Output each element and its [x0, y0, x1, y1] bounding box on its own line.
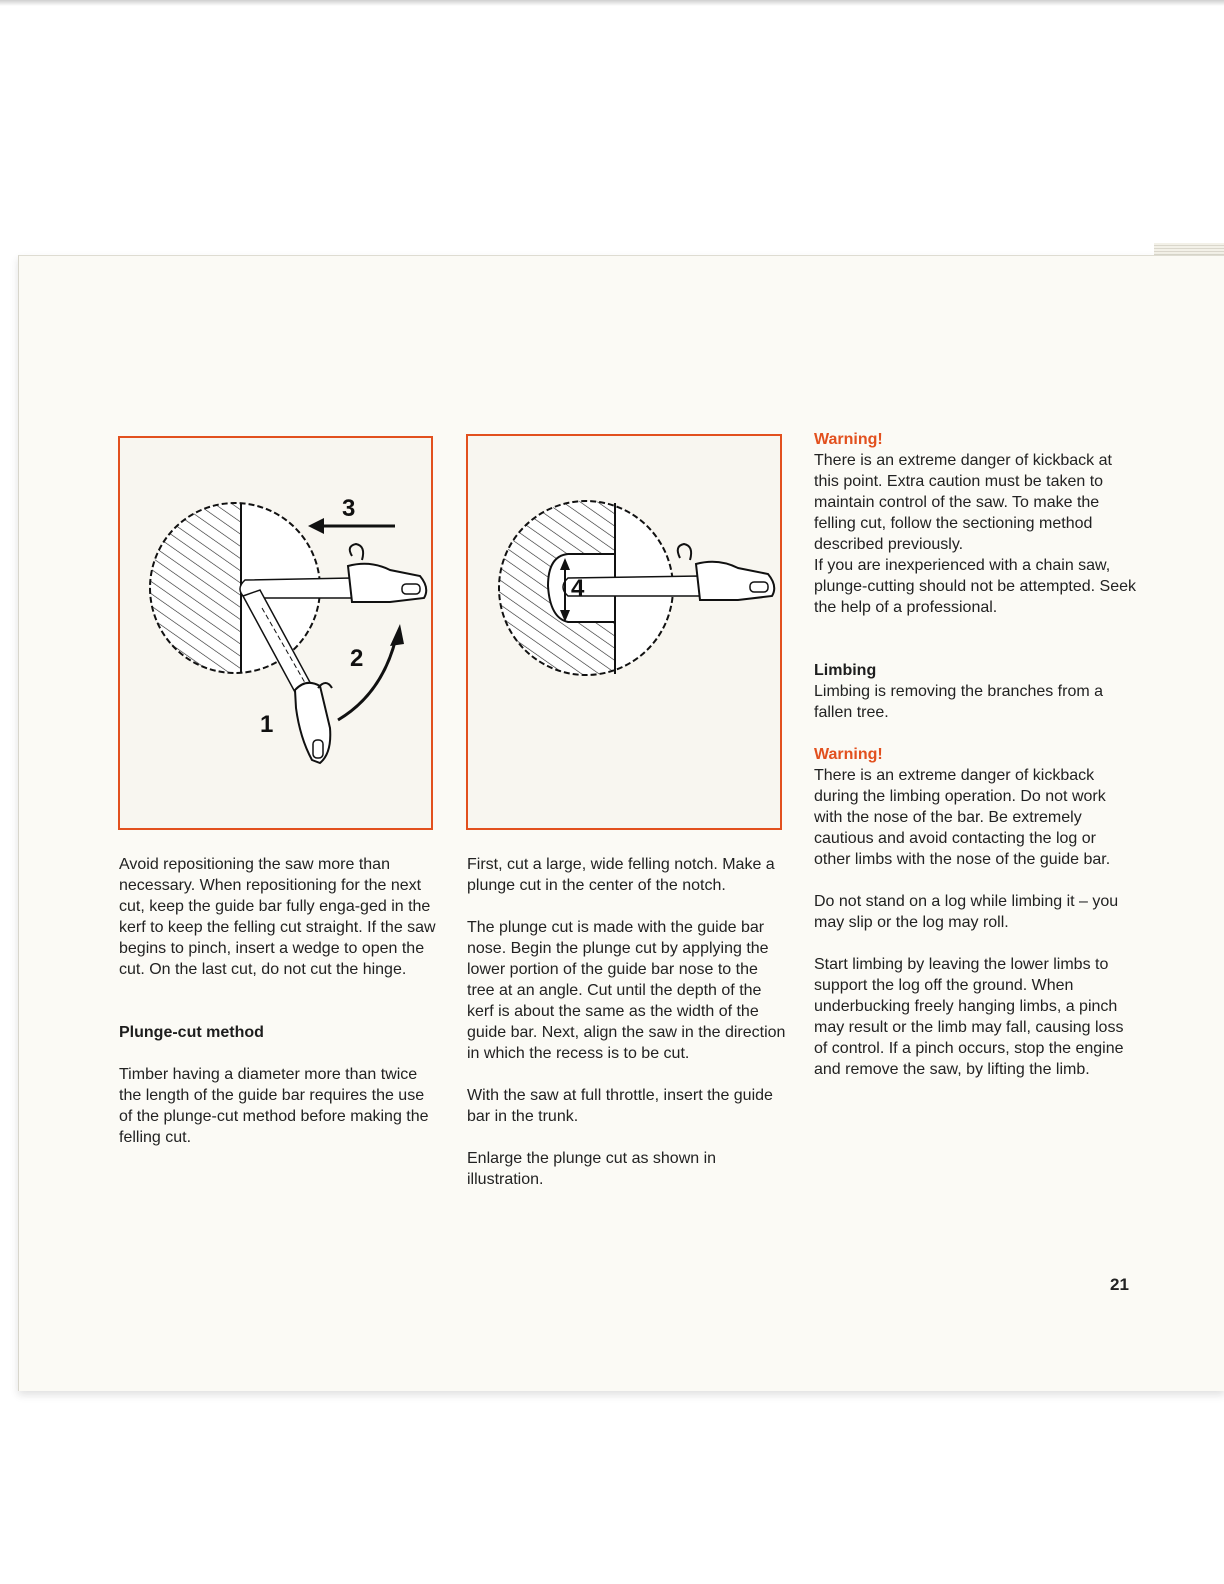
figure-sectioning-cut: [118, 436, 433, 830]
saw-body-horizontal: [348, 564, 426, 602]
saw-body: [696, 562, 774, 600]
warning-text-1: There is an extreme danger of kickback at this point. Extra caution must be taken to maintain control of the saw. To make the felling cut, follow the sectioning method described previously.: [814, 452, 1112, 553]
paragraph-plunge-intro: Timber having a diameter more than twice the length of the guide bar requires the use of the plunge-cut method before making the felling cut.: [119, 1066, 429, 1146]
warning-title-2: Warning!: [814, 746, 883, 763]
label-2: 2: [350, 645, 364, 672]
label-4: 4: [571, 575, 585, 602]
paragraph-enlarge: Enlarge the plunge cut as shown in illustration.: [467, 1150, 717, 1188]
scan-edge: [0, 0, 1224, 6]
column-1: [119, 854, 439, 1169]
plunge-cut-illustration: [468, 436, 780, 828]
paragraph-notch: First, cut a large, wide felling notch. Make a plunge cut in the center of the notch.: [467, 856, 775, 894]
heading-limbing: Limbing: [814, 662, 877, 679]
warning-title-1: Warning!: [814, 431, 883, 448]
paragraph-plunge-steps: The plunge cut is made with the guide bar nose. Begin the plunge cut by applying the lower portion of the guide bar nose to the tree at an angle. Cut until the depth of the kerf is about the same as the width of the guide bar. Next, align the saw in the direction in which the recess is to be cut.: [467, 919, 786, 1062]
saw-top-handle: [350, 544, 363, 560]
paragraph-limbing-definition: Limbing is removing the branches from a fallen tree.: [814, 683, 1104, 721]
column-2: [467, 854, 787, 1211]
paragraph-repositioning: Avoid repositioning the saw more than necessary. When repositioning for the next cut, keep the guide bar fully enga-ged in the kerf to keep the felling cut straight. If the saw begins to pinch, insert a wedge to open the cut. On the last cut, do not cut the hinge.: [119, 856, 436, 978]
column-3: [814, 429, 1136, 1101]
figure-plunge-cut: [466, 434, 782, 830]
paragraph-full-throttle: With the saw at full throttle, insert the guide bar in the trunk.: [467, 1087, 773, 1125]
arrow-left-icon: [308, 518, 324, 534]
label-3: 3: [342, 495, 356, 522]
paragraph-start-limbing: Start limbing by leaving the lower limbs to support the log off the ground. When underbucking freely hanging limbs, a pinch may result or the limb may fall, causing loss of control. If a pinch occurs, stop the engine and remove the saw, by lifting the limb.: [814, 956, 1124, 1078]
label-1: 1: [260, 711, 274, 738]
warning-text-1b: If you are inexperienced with a chain saw, plunge-cutting should not be attempted. Seek the help of a professional.: [814, 557, 1136, 616]
heading-plunge-cut: Plunge-cut method: [119, 1024, 264, 1041]
page-stack-edge: [1154, 243, 1224, 255]
page-number: 21: [1110, 1275, 1129, 1294]
sectioning-illustration: [120, 438, 431, 828]
arrow-2-curve: [338, 638, 396, 720]
saw-top-handle: [678, 544, 691, 560]
arrow-up-icon: [390, 624, 404, 646]
paragraph-log-standing: Do not stand on a log while limbing it – you may slip or the log may roll.: [814, 893, 1119, 931]
warning-text-2: There is an extreme danger of kickback during the limbing operation. Do not work with the nose of the bar. Be extremely cautious and avoid contacting the log or other limbs with the nose of the guide bar.: [814, 767, 1111, 868]
